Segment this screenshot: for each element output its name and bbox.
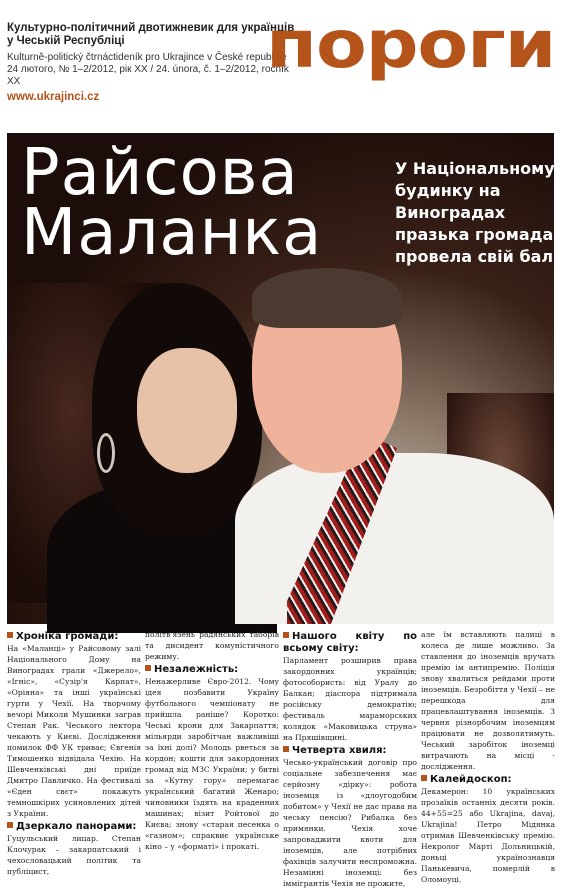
section-text-fourth-wave: Чесько-український договір про соціальне забезпечення має серйозну «дірку»: робота іноземця із «длоугодобим побитом» у Чехії не дає права на чеську пенсію? Рибалка без примянки. Чехія хоче запроваджити квоти для іноземців, але потрібних фахівців залучити неспроможна. Незамінні іноземці: без іммігрантів Чехія не прожите, xyxy=(283,758,417,888)
contents-columns xyxy=(7,629,555,888)
section-heading-independence[interactable]: Незалежність: xyxy=(145,664,279,676)
cover-title-line2: Маланка xyxy=(21,196,323,270)
section-text-chronicle: На «Маланці» у Райсовому залі Національного Дому на Виноградах грали «Джерело», «Ігніс», «Сузір'я Карпат», «Оріяна» та інші українські гурти у Чехії. На творчому вечорі Миколи Мушинки заграв Степан Рак. Чеського лектора чекають у Києві. Дослідження помилок ФФ УК триває; Євгенія Тимошенко відвідала Чехію. На Шевченківські дні приїде Дмитро Павличко. На фестивалі «Єден свєт» покажуть темношкірих усиновлених дітей з України. xyxy=(7,644,141,818)
section-text-mirror-cont: політв'язень радянських таборів та дисидент комуністичного режиму. xyxy=(145,630,279,661)
section-text-mirror: Гуцульський лицар. Степан Клочурак – закарпатський і чехословацький політик та публіцист, xyxy=(7,834,141,876)
cover-photo xyxy=(7,133,554,624)
column-1 xyxy=(7,629,141,877)
section-heading-world[interactable]: Нашого квіту по всьому світу: xyxy=(283,631,417,654)
masthead xyxy=(0,0,561,132)
section-heading-chronicle[interactable]: Хроніка громади: xyxy=(7,631,141,643)
cover-subtitle: У Національному будинку на Виноградах празька громада провела свій бал xyxy=(395,159,555,266)
porohy-logo: пороги xyxy=(265,6,555,83)
masthead-info xyxy=(7,22,297,103)
tagline-ukrainian: Культурно-політичний двотижневик для українців xyxy=(7,22,295,34)
woman-face xyxy=(137,348,237,473)
column-3 xyxy=(283,629,417,889)
cover-title xyxy=(21,136,323,270)
section-heading-mirror[interactable]: Дзеркало панорами: xyxy=(7,821,141,833)
issue-date: 24 лютого, № 1–2/2012, рік XX / 24. února, č. 1–2/2012, ročník XX xyxy=(7,64,289,87)
section-text-fourth-wave-cont: але їм вставляють палиці в колеса де лише можливо. За ставлення до іноземців вручать премію ім антипремію. Поліція знову хвалиться рейдами проти іноземців. Безробіття у Чехії – не перешкода для працевлаштування іноземців. З червня різнорбочим іноземцям працювати не дозволятимуть. Чеський заробіток іноземці витрачають на місці - дослідження. xyxy=(421,630,555,771)
earring xyxy=(97,433,115,473)
man-shirt xyxy=(235,453,554,624)
website-link[interactable]: www.ukrajinci.cz xyxy=(7,91,100,103)
cover-title-line1: Райсова xyxy=(21,136,299,210)
section-heading-kaleidoscope[interactable]: Калейдоскоп: xyxy=(421,774,555,786)
tagline-czech: Kulturně-politický čtrnáctideník pro Ukrajince v České republice xyxy=(7,52,287,63)
section-heading-fourth-wave[interactable]: Четверта хвиля: xyxy=(283,745,417,757)
tagline-ukrainian-2: у Чеській Республіці xyxy=(7,35,125,47)
column-2 xyxy=(145,629,279,852)
section-text-world: Парламент розширив права закордонних українців; фотособористь: від Уралу до Балкан; діаспора підтримала російську демократію; фестиваль мараморських колядок «Маковицька струна» на Пряшівщині. xyxy=(283,656,417,742)
section-text-kaleidoscope: Декамерон: 10 українських прозаїків останніх десяти років. 44+55=25 або Ukrajina, davaj, Ukrajina! Петро Мідянка отримав Шевченківську премію. Некролог Марті Дольницькій, доньці українознавця Панькевича, померлій в Оломоуці. xyxy=(421,787,555,884)
column-4 xyxy=(421,629,555,885)
section-text-independence: Ненажерливе Євро-2012. Чому ідея позбавити Україну футбольного чемпіонату не прийшла раніше? Коротко: Чеські крони для Закарпаття; мільярди заробітчан важливіші за їхні долі? Молодь рветься за кордон; кошти для закордонних громад від МЗС України; у битві за «Кутну гору» перемагає український багатий Женаро; чиновники їздять на краденних машинах; візит Ройтової до Києва; знову «старая песенка о «газном»; спраквиє українське кіно – у «форматі» і прокаті. xyxy=(145,677,279,851)
man-hair xyxy=(252,268,402,328)
